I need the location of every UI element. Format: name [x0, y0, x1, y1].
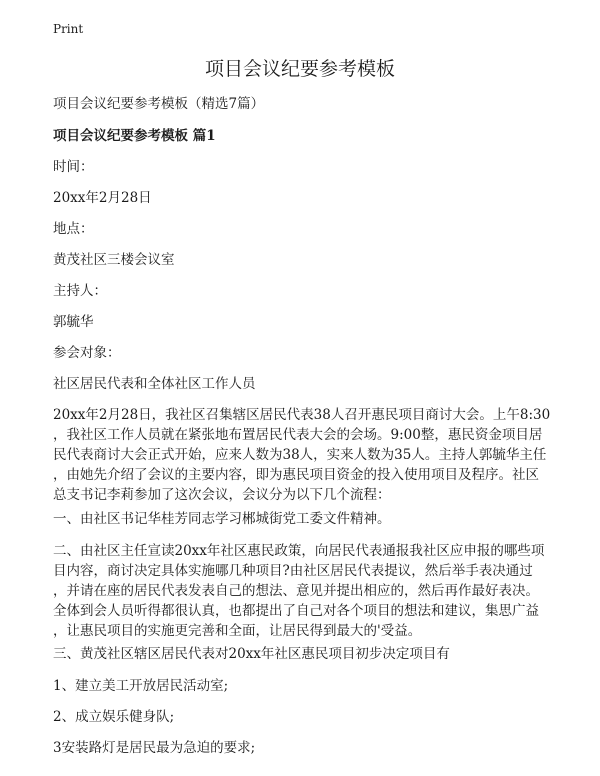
place-value: 黄茂社区三楼会议室: [53, 252, 175, 268]
host-value: 郭毓华: [53, 314, 94, 330]
place-label: 地点：: [53, 221, 94, 237]
project-item-2: 2、成立娱乐健身队;: [53, 709, 175, 725]
project-item-1: 1、建立美工开放居民活动室;: [53, 678, 229, 694]
host-label: 主持人：: [53, 283, 107, 299]
paragraph-meeting-summary: [53, 405, 553, 505]
paragraph-line: 总支书记李莉参加了这次会议，会议分为以下几个流程：: [53, 487, 391, 503]
document-title: 项目会议纪要参考模板: [204, 58, 395, 80]
document-subtitle: 项目会议纪要参考模板（精选7篇）: [53, 96, 265, 112]
agenda-item-3: 三、黄茂社区辖区居民代表对20xx年社区惠民项目初步决定项目有: [53, 646, 450, 662]
time-value: 20xx年2月28日: [53, 190, 152, 206]
project-item-3: 3安装路灯是居民最为急迫的要求;: [53, 740, 256, 756]
time-label: 时间：: [53, 159, 94, 175]
print-label[interactable]: Print: [53, 22, 84, 36]
paragraph-line: ，我社区工作人员就在紧张地布置居民代表大会的会场。9:00整，惠民资金项目居: [53, 427, 543, 443]
attendees-label: 参会对象：: [53, 345, 121, 361]
agenda-item-1: 一、由社区书记华桂芳同志学习郴城街党工委文件精神。: [53, 511, 391, 527]
paragraph-line: ，并请在座的居民代表发表自己的想法、意见并提出相应的，然后再作最好表决。: [53, 583, 539, 599]
attendees-value: 社区居民代表和全体社区工作人员: [53, 376, 256, 392]
paragraph-agenda-item-2: [53, 541, 553, 641]
section-heading: 项目会议纪要参考模板 篇1: [53, 128, 216, 144]
paragraph-line: 民代表商讨大会正式开始，应来人数为38人，实来人数为35人。主持人郭毓华主任: [53, 447, 547, 463]
paragraph-line: 20xx年2月28日，我社区召集辖区居民代表38人召开惠民项目商讨大会。上午8:30: [53, 407, 551, 423]
paragraph-line: 二、由社区主任宣读20xx年社区惠民政策，向居民代表通报我社区应申报的哪些项: [53, 543, 545, 559]
paragraph-line: 全体到会人员听得都很认真，也都提出了自己对各个项目的想法和建议，集思广益: [53, 603, 539, 619]
paragraph-line: ，由她先介绍了会议的主要内容，即为惠民项目资金的投入使用项目及程序。社区: [53, 467, 539, 483]
paragraph-line: 目内容，商讨决定具体实施哪几种项目?由社区居民代表提议，然后举手表决通过: [53, 563, 533, 579]
paragraph-line: ，让惠民项目的实施更完善和全面，让居民得到最大的'受益。: [53, 623, 422, 639]
